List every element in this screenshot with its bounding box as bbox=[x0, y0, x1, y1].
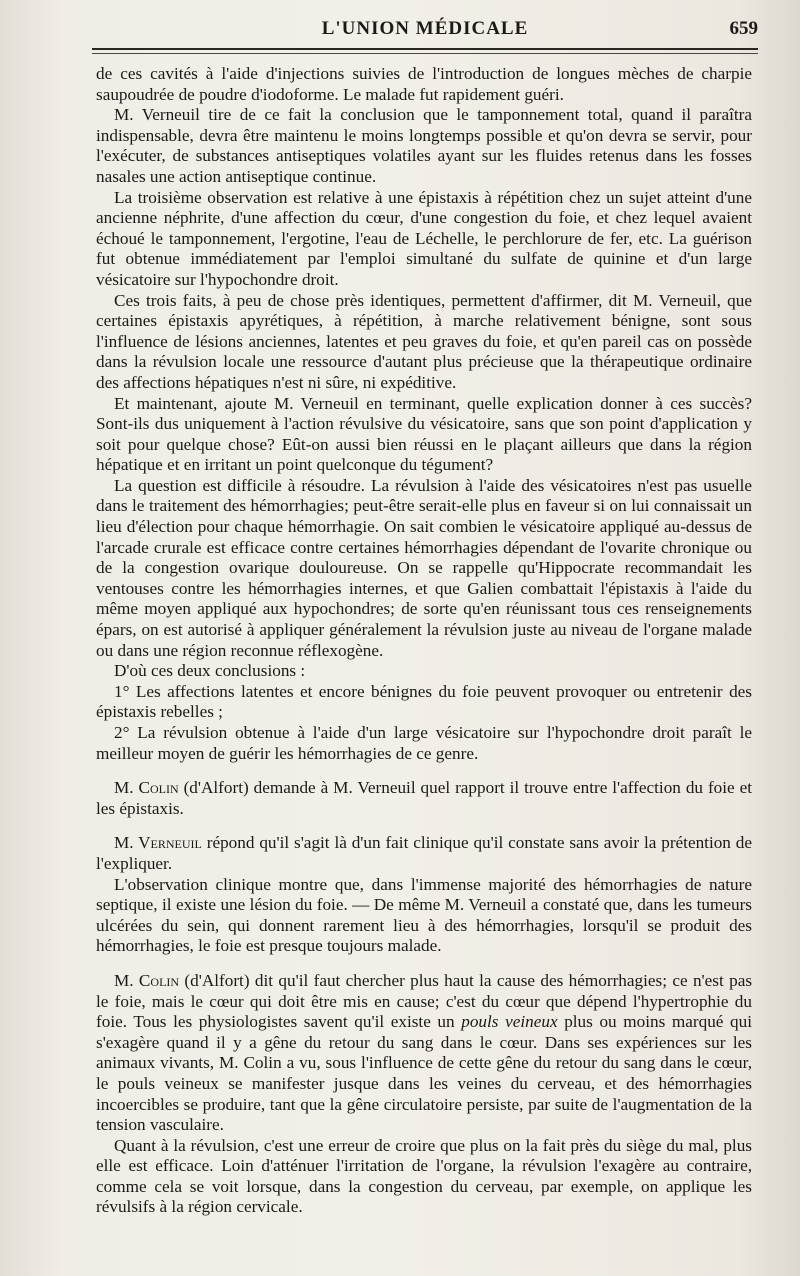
speaker-name: M. Verneuil bbox=[114, 833, 202, 853]
paragraph-text: (d'Alfort) dit qu'il faut chercher plus haut la cause des hémorrhagies; ce n'est pas le foie, mais le cœur qui doit être mis en cause; c'est du cœur que dépend l'hypertrophie du foie. Tous les physiologistes savent qu'il existe un bbox=[96, 970, 753, 1032]
paragraph-text: plus ou moins marqué qui s'exagère quand il y a gêne du retour du sang dans le cœur. Dans ses expériences sur les animaux vivants, M. Colin a vu, sous l'influence de cette gêne du retour du sang dans le cœur, le pouls veineux se manifester jusque dans les veines du cerveau, et des hémorrhagies incoercibles se produire, tant que la gêne circulatoire persiste, par suite de l'augmentation de la tension vasculaire. bbox=[96, 1012, 752, 1135]
paragraph: Quant à la révulsion, c'est une erreur de croire que plus on la fait près du siège du mal, plus elle est efficace. Loin d'atténuer l'irritation de l'organe, la révulsion l'exagère au contraire, comme cela se voit lorsque, dans la congestion du cerveau, par exemple, on applique les révulsifs à la région cervicale. bbox=[96, 1135, 752, 1217]
page-number: 659 bbox=[729, 18, 758, 39]
paragraph: 1° Les affections latentes et encore bénignes du foie peuvent provoquer ou entretenir des épistaxis rebelles ; bbox=[96, 681, 752, 722]
paragraph-text: répond qu'il s'agit là d'un fait clinique qu'il constate sans avoir la prétention de l'expliquer. bbox=[96, 833, 752, 873]
header-rule bbox=[92, 48, 758, 50]
paragraph: M. Verneuil tire de ce fait la conclusion que le tamponnement total, quand il paraîtra indispensable, devra être maintenu le moins longtemps possible et qu'on devra se servir, pour l'exécuter, de substances antiseptiques volatiles ayant sur les fluides retenus dans les fosses nasales une action antiseptique continue. bbox=[96, 105, 752, 186]
paragraph-text: (d'Alfort) demande à M. Verneuil quel rapport il trouve entre l'affection du foie et les épistaxis. bbox=[96, 778, 752, 818]
paragraph: L'observation clinique montre que, dans l'immense majorité des hémorrhagies de nature septique, il existe une lésion du foie. — De même M. Verneuil a constaté que, dans les tumeurs ulcérées du sein, qui donnent rarement lieu à des hémorrhagies, lorsqu'il se produit des hémorrhagies, le foie est presque toujours malade. bbox=[96, 874, 752, 956]
paragraph-colin-question bbox=[96, 778, 752, 819]
emphasis-text: pouls veineux bbox=[461, 1012, 558, 1032]
article-body bbox=[96, 64, 752, 1218]
paragraph-colin-reply bbox=[96, 971, 752, 1136]
paragraph: Ces trois faits, à peu de chose près identiques, permettent d'affirmer, dit M. Verneuil, que certaines épistaxis apyrétiques, à répétition, à marche relativement bénigne, sont sous l'influence de lésions anciennes, latentes et peu graves du foie, et qu'en pareil cas on possède dans la révulsion locale une ressource d'autant plus précieuse que la thérapeutique ordinaire des affections hépatiques n'est ni sûre, ni expéditive. bbox=[96, 290, 752, 392]
paragraph: La troisième observation est relative à une épistaxis à répétition chez un sujet atteint d'une ancienne néphrite, d'une affection du cœur, d'une congestion du foie, et chez lequel avaient échoué le tamponnement, l'ergotine, l'eau de Léchelle, le perchlorure de fer, etc. La guérison fut obtenue immédiatement par l'emploi simultané du sulfate de quinine et d'un large vésicatoire sur l'hypochondre droit. bbox=[96, 187, 752, 289]
paragraph: de ces cavités à l'aide d'injections suivies de l'introduction de longues mèches de charpie saupoudrée de poudre d'iodoforme. Le malade fut rapidement guéri. bbox=[96, 64, 752, 104]
paragraph: D'où ces deux conclusions : bbox=[114, 661, 306, 681]
page-header bbox=[92, 18, 758, 48]
paragraph: Et maintenant, ajoute M. Verneuil en terminant, quelle explication donner à ces succès? Sont-ils dus uniquement à l'action révulsive du vésicatoire, sans que son point d'application y soit pour quelque chose? Eût-on aussi bien réussi en le plaçant ailleurs que dans la région hépatique et en irritant un point quelconque du tégument? bbox=[96, 393, 752, 475]
header-rule-thin bbox=[92, 53, 758, 54]
speaker-name: M. Colin bbox=[114, 970, 180, 990]
paragraph: La question est difficile à résoudre. La révulsion à l'aide des vésicatoires n'est pas usuelle dans le traitement des hémorrhagies; peut-être serait-elle plus en faveur si on lui connaissait un lieu d'élection pour chaque hémorrhagie. On sait combien le vésicatoire appliqué au-dessus de l'arcade crurale est efficace contre certaines hémorrhagies dépendant de l'ovarite chronique ou de la congestion ovarique douloureuse. On se rappelle qu'Hippocrate recommandait les ventouses contre les hémorrhagies internes, et que Galien combattait l'épistaxis à l'aide du même moyen appliqué aux hypochondres; de sorte qu'en réunissant tous ces renseignements épars, on est autorisé à appliquer généralement la révulsion juste au niveau de l'organe malade ou dans une région reconnue réflexogène. bbox=[96, 475, 752, 660]
paragraph-verneuil-reply bbox=[96, 833, 752, 874]
paragraph: 2° La révulsion obtenue à l'aide d'un large vésicatoire sur l'hypochondre droit paraît le meilleur moyen de guérir les hémorrhagies de ce genre. bbox=[96, 723, 752, 763]
running-title: L'UNION MÉDICALE bbox=[321, 18, 529, 39]
speaker-name: M. Colin bbox=[114, 778, 179, 798]
